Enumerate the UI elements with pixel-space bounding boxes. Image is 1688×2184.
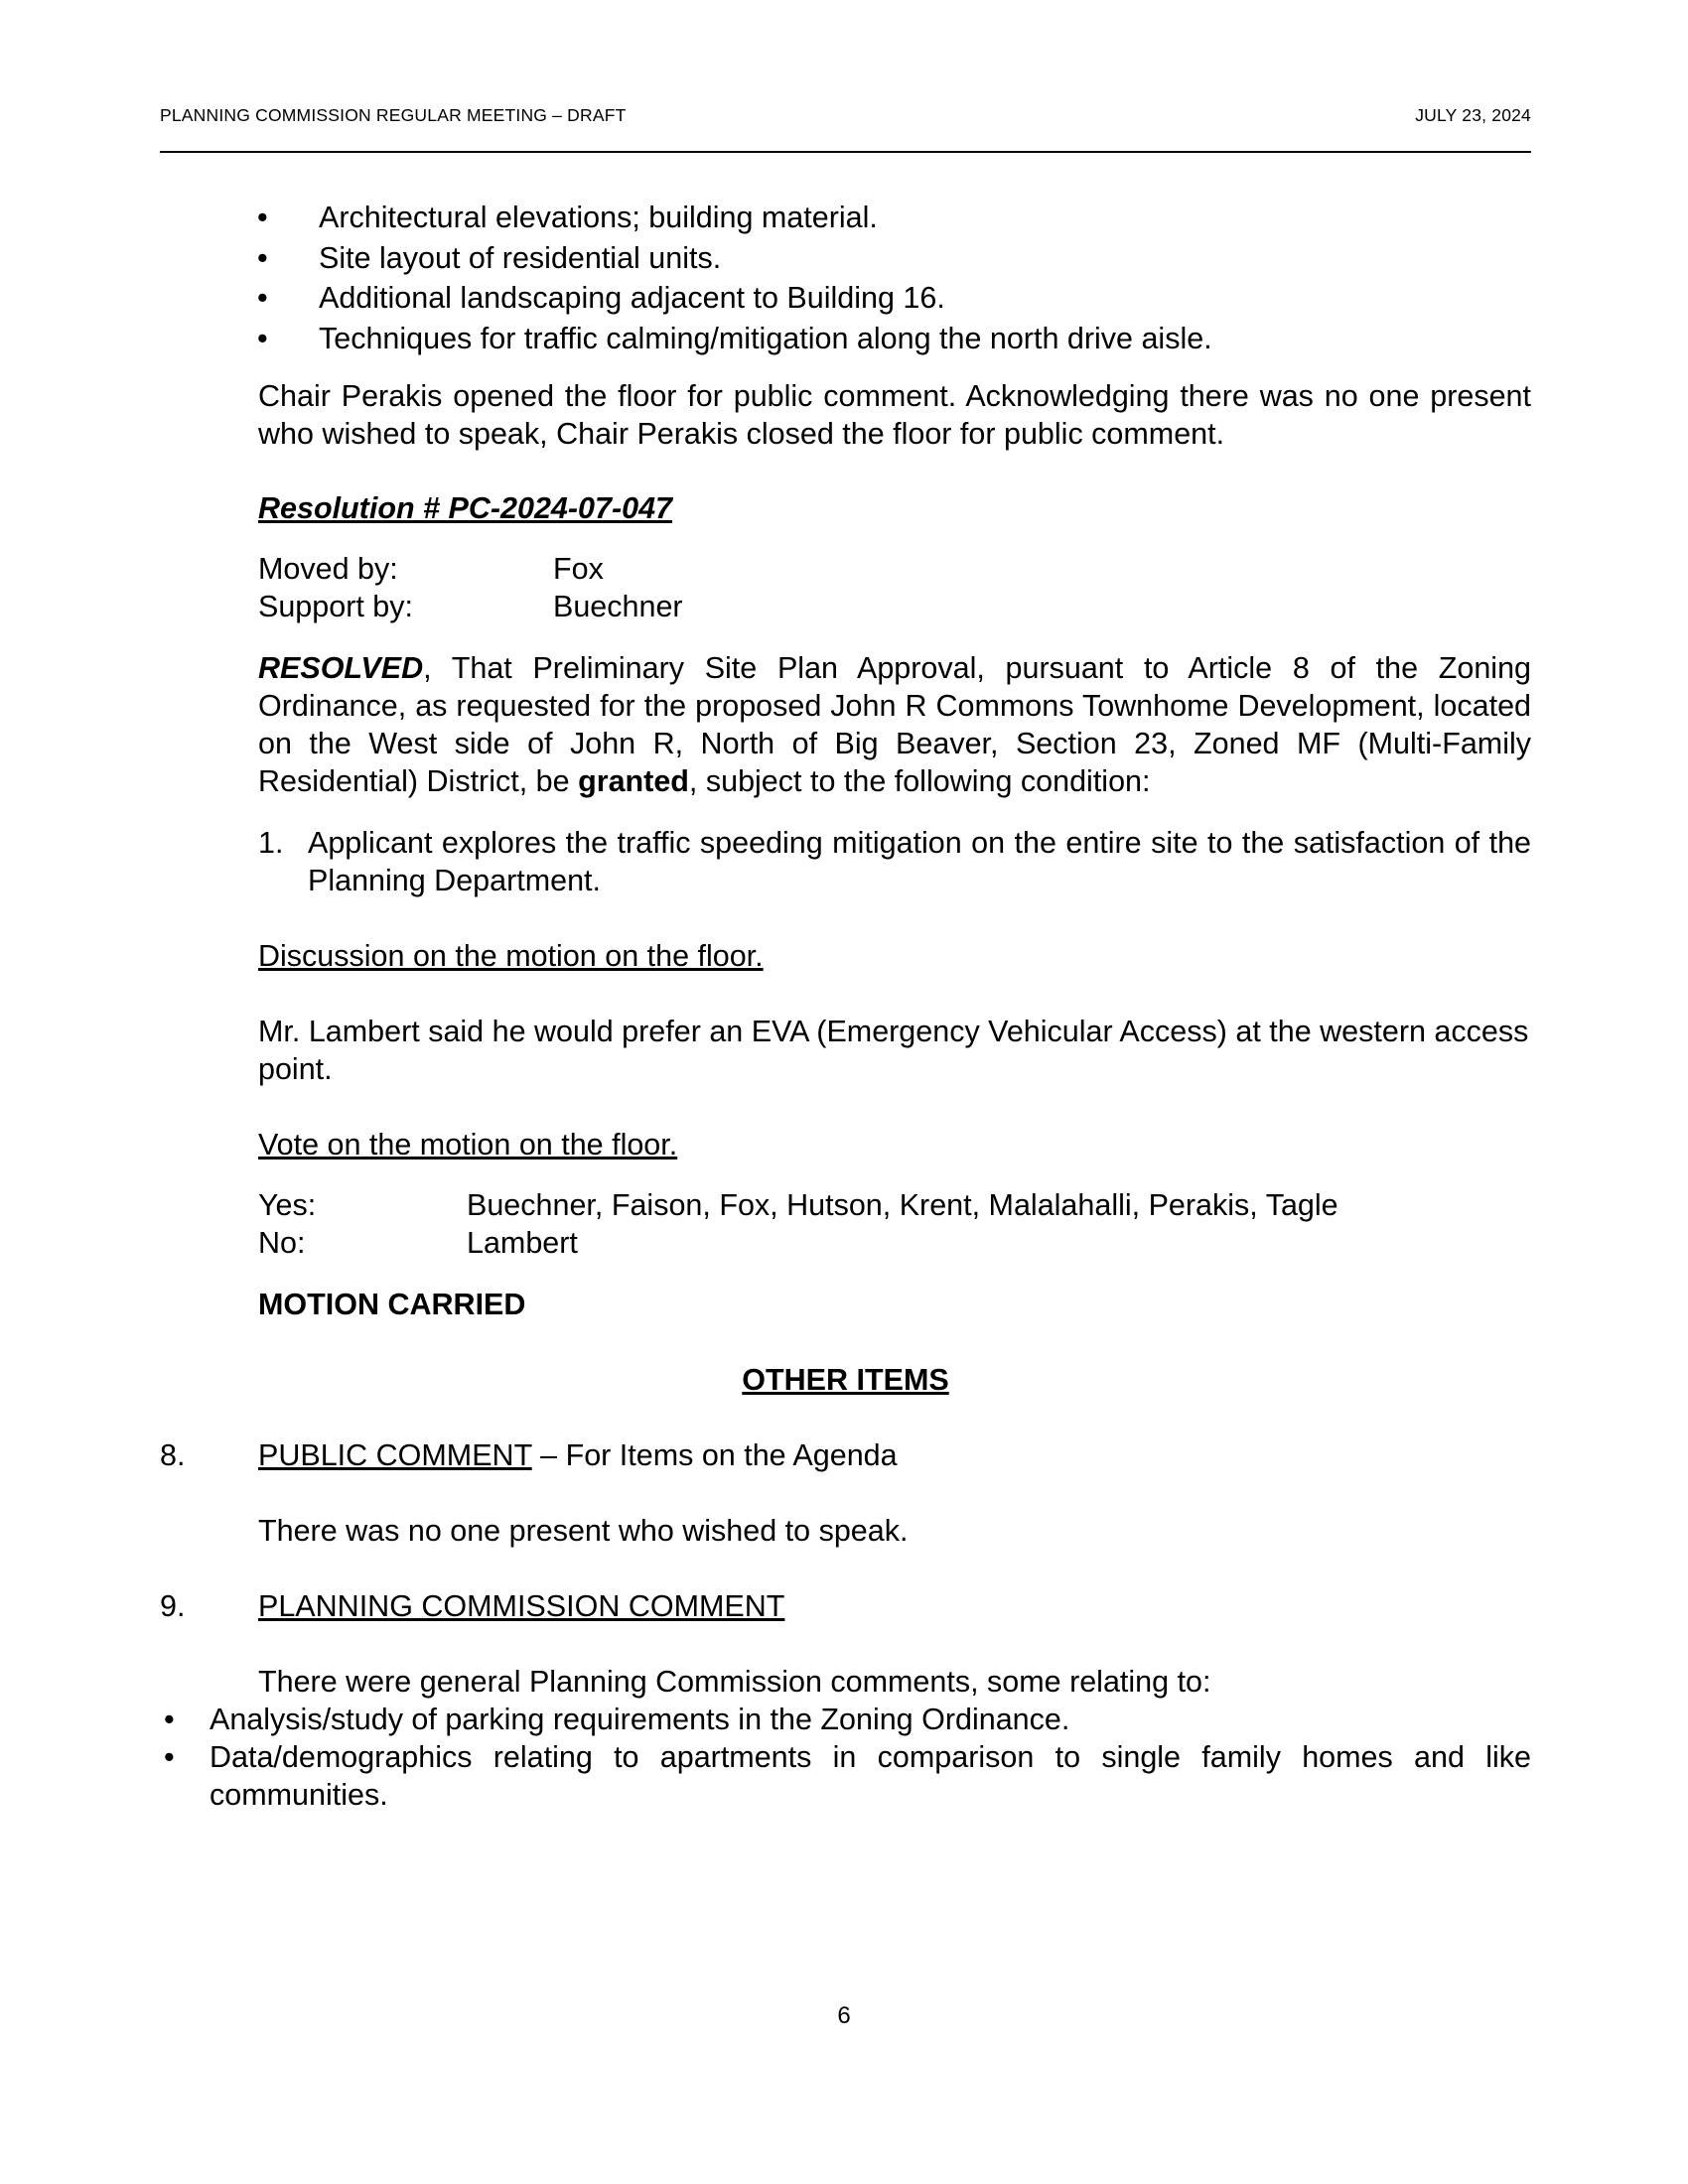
item-8-text: There was no one present who wished to speak. (258, 1514, 909, 1548)
agenda-item-9 (160, 1587, 1531, 1625)
list-item: • Analysis/study of parking requirements in the Zoning Ordinance. (164, 1703, 1070, 1736)
bullet-icon: • (257, 240, 268, 275)
discussion-heading: Discussion on the motion on the floor. (258, 939, 764, 973)
list-item: • Techniques for traffic calming/mitigation along the north drive aisle. (257, 321, 1212, 355)
moved-by-value: Fox (553, 552, 604, 586)
motion-result: MOTION CARRIED (258, 1288, 526, 1321)
motion-movers (258, 550, 1531, 625)
discussion-text: Mr. Lambert said he would prefer an EVA (Emergency Vehicular Access) at the western access point. (258, 1015, 1529, 1086)
page-number: 6 (837, 2002, 851, 2029)
support-by-row (258, 588, 1531, 625)
agenda-item-8 (160, 1436, 1531, 1474)
vote-yes-row (258, 1186, 1531, 1224)
vote-heading: Vote on the motion on the floor. (258, 1128, 678, 1161)
item-9-title: PLANNING COMMISSION COMMENT (258, 1589, 785, 1623)
vote-no-label: No: (258, 1226, 306, 1260)
support-by-label: Support by: (258, 590, 413, 623)
vote-yes-value: Buechner, Faison, Fox, Hutson, Krent, Malalahalli, Perakis, Tagle (467, 1188, 1338, 1222)
header-title: PLANNING COMMISSION REGULAR MEETING – DRAFT (160, 105, 627, 125)
document-body (160, 199, 1531, 1814)
vote-no-value: Lambert (467, 1226, 578, 1260)
item-9-intro: There were general Planning Commission comments, some relating to: (258, 1665, 1211, 1699)
item-9-number: 9. (160, 1589, 186, 1623)
bullet-icon: • (257, 281, 268, 315)
header-date: JULY 23, 2024 (1415, 105, 1531, 125)
other-items-heading: OTHER ITEMS (742, 1363, 949, 1397)
public-comment-paragraph: Chair Perakis opened the floor for public comment. Acknowledging there was no one present who wished to speak, Chair Perakis closed the floor for public comment. (258, 379, 1531, 451)
resolution-title: Resolution # PC-2024-07-047 (258, 491, 672, 525)
resolved-paragraph: RESOLVED, That Preliminary Site Plan Approval, pursuant to Article 8 of the Zoning Ordinance, as requested for the proposed John R Commons Townhome Development, located on the West side of John R, North of Big Beaver, Section 23, Zoned MF (Multi-Family Residential) District, be granted, subject to the following condition: (258, 651, 1531, 798)
list-item: • Data/demographics relating to apartments in comparison to single family homes and like communities. (164, 1740, 1531, 1812)
condition-item (258, 824, 1531, 899)
page-header (160, 101, 1531, 153)
bullet-icon: • (257, 201, 268, 234)
moved-by-row (258, 550, 1531, 588)
commission-comments-list (160, 1701, 1531, 1814)
vote-no-row (258, 1224, 1531, 1262)
moved-by-label: Moved by: (258, 552, 398, 586)
condition-text: Applicant explores the traffic speeding mitigation on the entire site to the satisfaction of the Planning Department. (308, 826, 1531, 897)
resolved-keyword: RESOLVED (258, 651, 424, 685)
item-8-title: PUBLIC COMMENT (258, 1438, 532, 1472)
bullet-icon: • (164, 1703, 175, 1736)
bullet-icon: • (257, 321, 268, 355)
item-8-suffix: – For Items on the Agenda (531, 1438, 898, 1472)
granted-keyword: granted (578, 764, 689, 798)
list-item: • Architectural elevations; building material. (257, 201, 878, 234)
condition-number: 1. (258, 826, 284, 860)
vote-results (258, 1186, 1531, 1262)
bullet-icon: • (164, 1740, 175, 1774)
item-8-number: 8. (160, 1438, 186, 1472)
list-item: • Additional landscaping adjacent to Building 16. (257, 281, 945, 315)
support-by-value: Buechner (553, 590, 683, 623)
vote-yes-label: Yes: (258, 1188, 317, 1222)
review-items-list (160, 199, 1531, 359)
list-item: • Site layout of residential units. (257, 240, 722, 275)
